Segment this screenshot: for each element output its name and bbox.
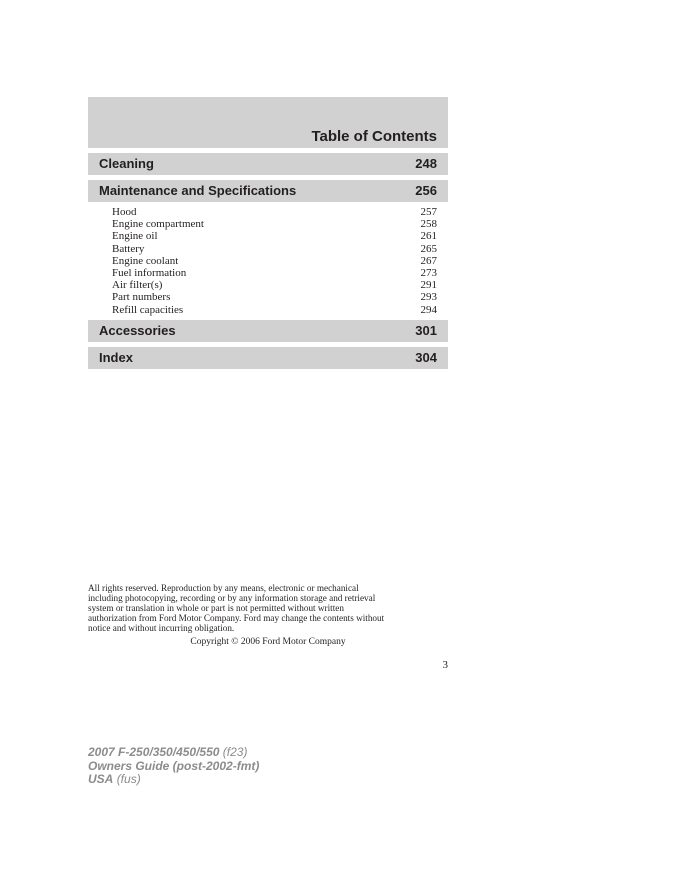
footer-model-code: (f23): [222, 745, 248, 759]
subsection-title: Part numbers: [112, 291, 171, 304]
toc-section-cleaning[interactable]: [88, 153, 448, 175]
legal-line: including photocopying, recording or by any information storage and retrieval: [88, 593, 376, 603]
footer-region: USA: [88, 772, 114, 786]
footer-guide: Owners Guide (post-2002-fmt): [88, 758, 260, 773]
legal-line: system or translation in whole or part is not permitted without written: [88, 603, 344, 613]
subsection-title: Refill capacities: [112, 303, 184, 316]
footer-model: 2007 F-250/350/450/550: [88, 745, 220, 759]
toc-subsection[interactable]: [112, 279, 437, 291]
subsection-page: 261: [420, 230, 437, 243]
section-page: 256: [415, 183, 437, 198]
toc-subsection[interactable]: [112, 255, 437, 267]
subsection-title: Air filter(s): [112, 279, 163, 292]
subsection-page: 293: [420, 291, 437, 304]
toc-section-accessories[interactable]: [88, 320, 448, 342]
toc-subsection[interactable]: [112, 291, 437, 303]
page-number: 3: [442, 659, 448, 671]
subsection-list: [112, 206, 437, 316]
subsection-title: Fuel information: [112, 267, 187, 280]
section-title: Cleaning: [99, 156, 154, 171]
subsection-page: 273: [420, 267, 437, 280]
section-page: 248: [415, 156, 437, 171]
subsection-page: 291: [420, 279, 437, 292]
subsection-title: Engine oil: [112, 230, 158, 243]
toc-header: [88, 97, 448, 148]
footer-guide-line: [88, 760, 259, 774]
toc-subsection[interactable]: [112, 304, 437, 316]
footer-region-line: [88, 773, 259, 787]
subsection-page: 257: [420, 206, 437, 218]
toc-section-maintenance[interactable]: [88, 180, 448, 202]
subsection-title: Engine coolant: [112, 254, 179, 267]
subsection-title: Engine compartment: [112, 218, 204, 231]
section-page: 301: [415, 323, 437, 338]
legal-line: notice and without incurring obligation.: [88, 623, 235, 633]
subsection-page: 265: [420, 242, 437, 255]
legal-line: authorization from Ford Motor Company. Ford may change the contents without: [88, 613, 385, 623]
page-title: Table of Contents: [311, 128, 437, 145]
footer-model-line: [88, 746, 259, 760]
copyright-notice: Copyright © 2006 Ford Motor Company: [190, 637, 346, 647]
subsection-title: Hood: [112, 206, 137, 218]
legal-notice: [88, 583, 450, 633]
section-title: Accessories: [99, 323, 176, 338]
toc-section-index[interactable]: [88, 347, 448, 369]
subsection-title: Battery: [112, 242, 145, 255]
subsection-page: 294: [420, 303, 437, 316]
section-title: Maintenance and Specifications: [99, 183, 297, 198]
toc-subsection[interactable]: [112, 218, 437, 230]
toc-subsection[interactable]: [112, 243, 437, 255]
document-footer: [88, 746, 259, 787]
toc-subsection[interactable]: [112, 230, 437, 242]
footer-region-code: (fus): [116, 772, 141, 786]
section-title: Index: [99, 350, 133, 365]
legal-line: All rights reserved. Reproduction by any means, electronic or mechanical: [88, 583, 359, 593]
subsection-page: 258: [420, 218, 437, 231]
section-page: 304: [415, 350, 437, 365]
toc-subsection[interactable]: [112, 206, 437, 218]
toc-subsection[interactable]: [112, 267, 437, 279]
subsection-page: 267: [420, 254, 437, 267]
